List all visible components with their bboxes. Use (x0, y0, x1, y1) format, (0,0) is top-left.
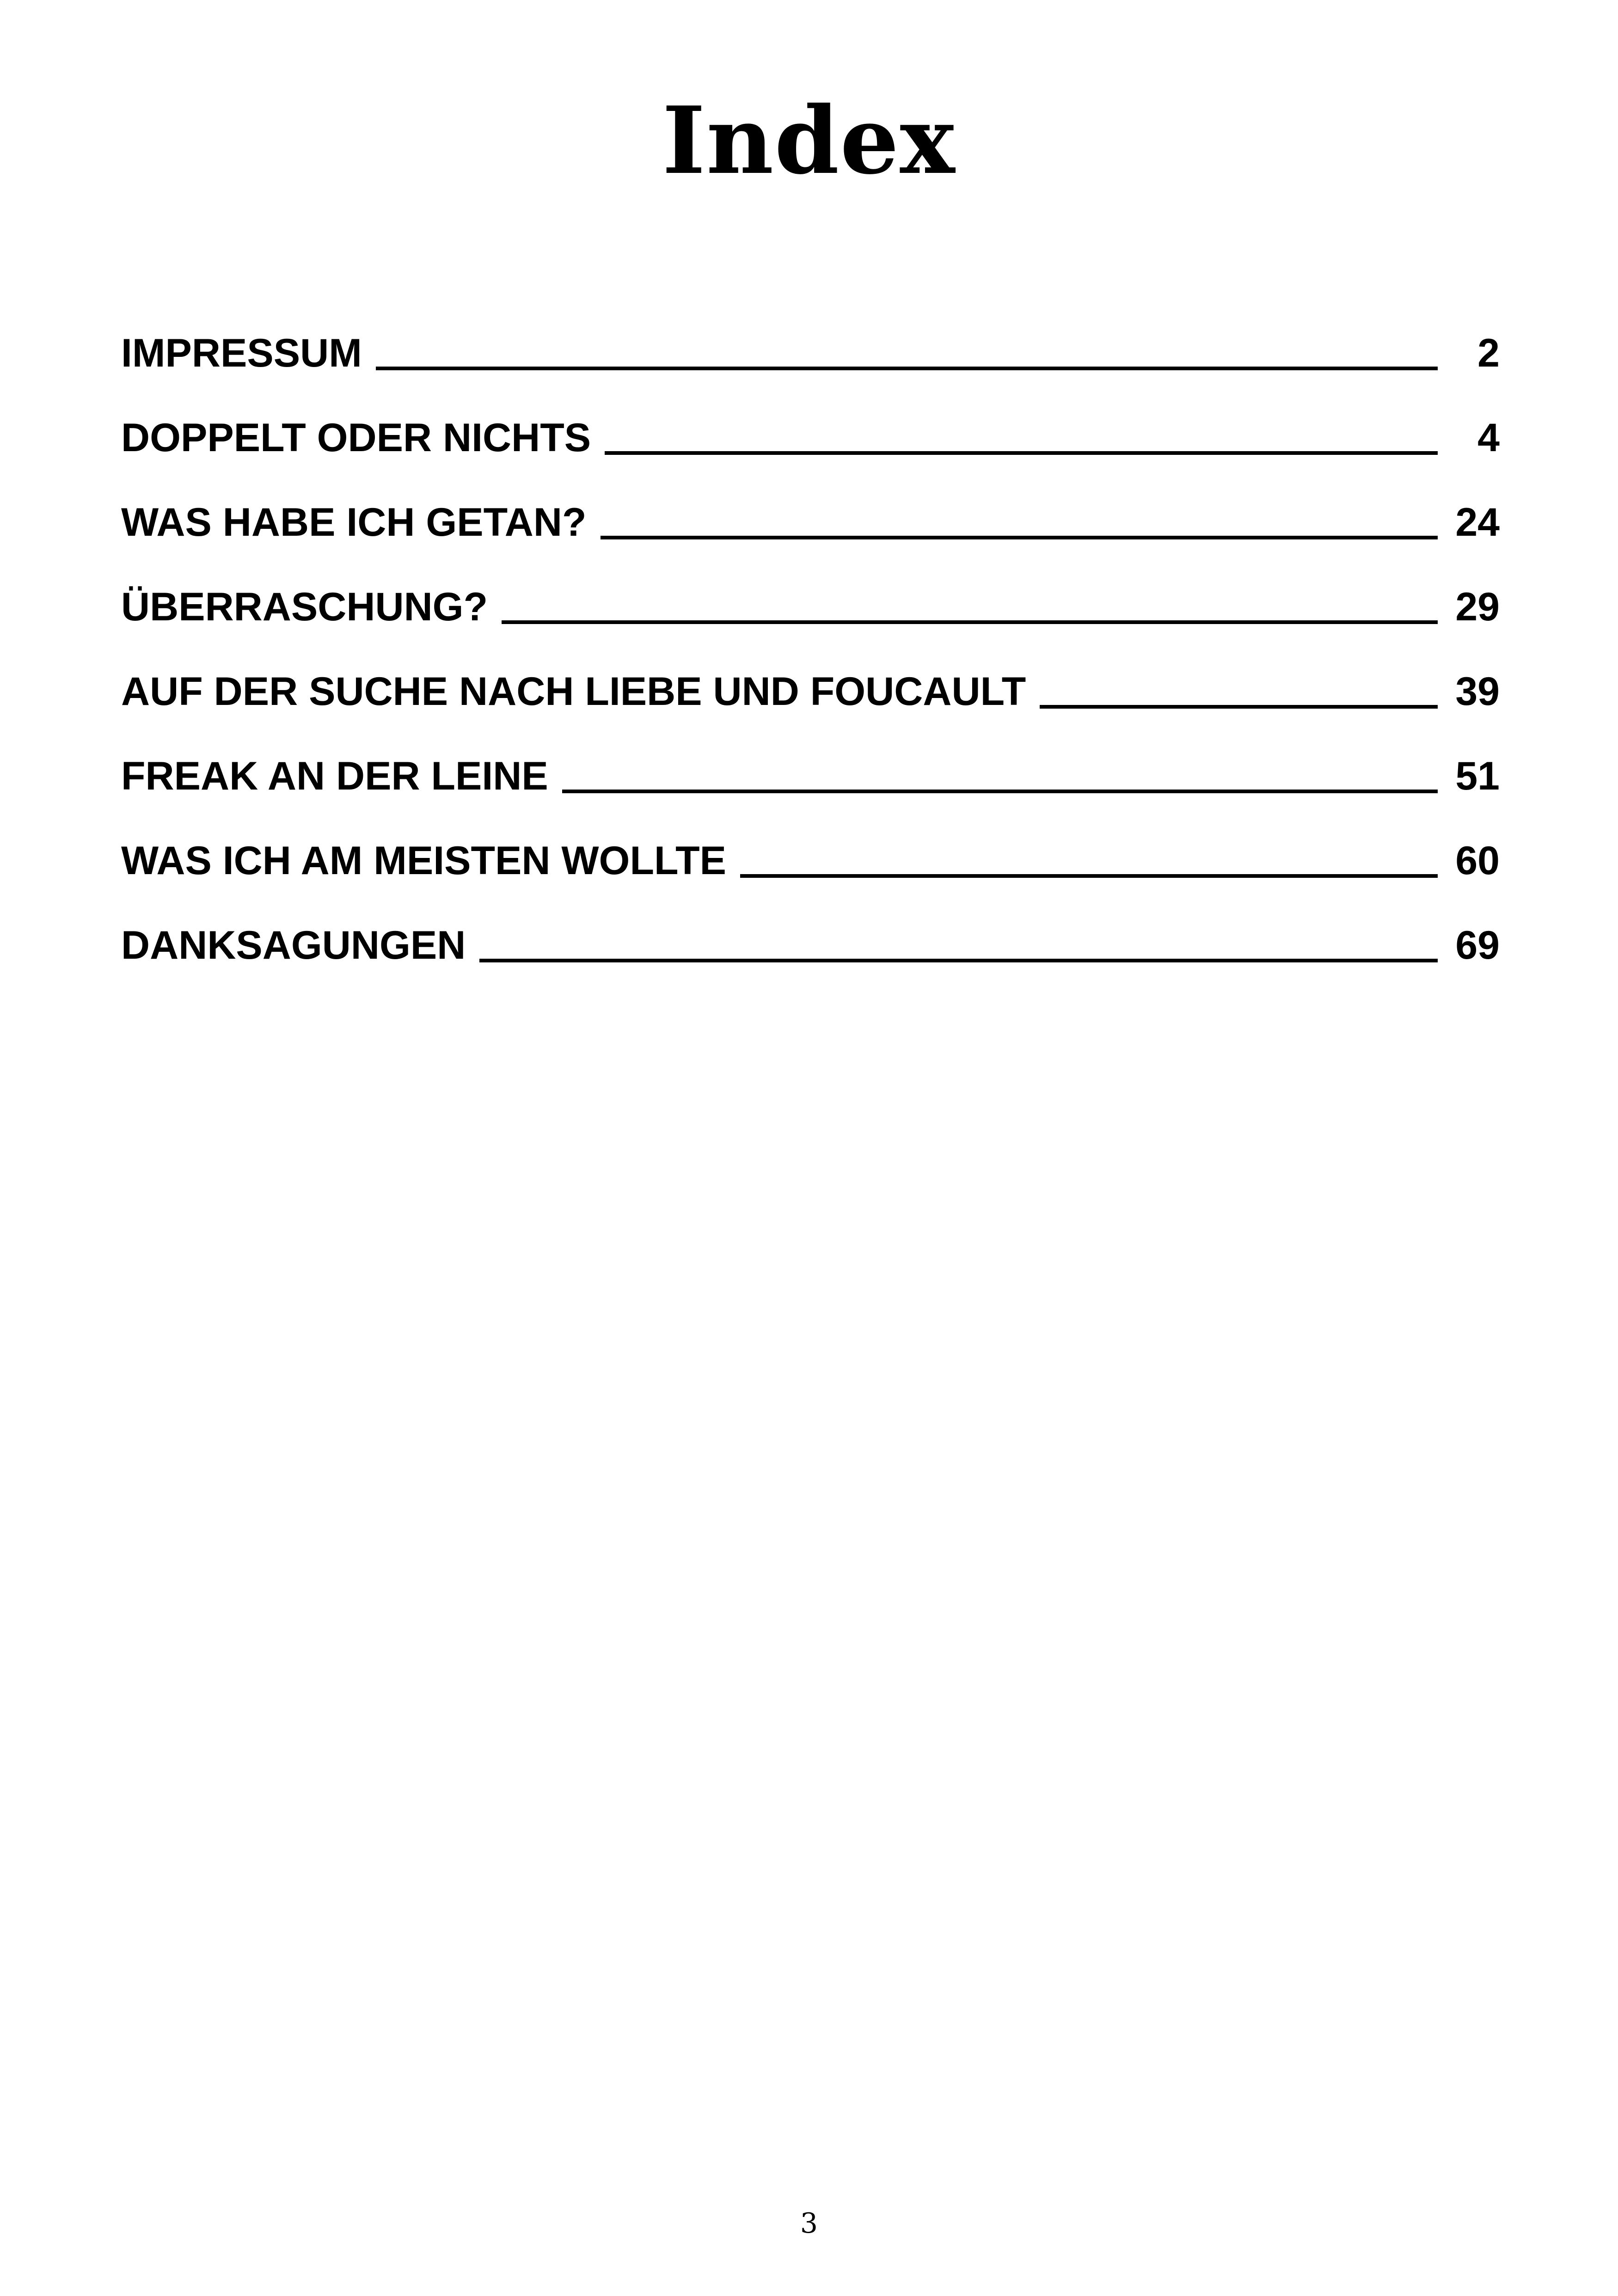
toc-entry-was-habe-ich-getan (121, 500, 1500, 584)
toc-entry-page: 2 (1477, 331, 1500, 375)
toc-entry-label: IMPRESSUM (121, 331, 362, 375)
toc-entry-auf-der-suche (121, 669, 1500, 753)
toc-entry-impressum (121, 331, 1500, 415)
toc-leader-line (502, 620, 1438, 624)
toc-entry-was-ich-am-meisten-wollte (121, 838, 1500, 923)
toc-entry-page: 51 (1455, 754, 1500, 798)
toc-entry-page: 4 (1477, 416, 1500, 460)
toc-entry-danksagungen (121, 923, 1500, 1007)
toc-entry-label: DOPPELT ODER NICHTS (121, 416, 591, 460)
toc-entry-label: ÜBERRASCHUNG? (121, 585, 488, 629)
page-title: Index (662, 86, 956, 195)
toc-entry-label: FREAK AN DER LEINE (121, 754, 548, 798)
toc-leader-line (479, 959, 1438, 962)
toc-entry-label: DANKSAGUNGEN (121, 923, 466, 967)
toc-entry-doppelt-oder-nichts (121, 415, 1500, 500)
toc-leader-line (1040, 705, 1438, 709)
toc-leader-line (376, 367, 1438, 370)
table-of-contents (121, 331, 1500, 1007)
toc-entry-label: WAS HABE ICH GETAN? (121, 500, 587, 545)
page-number: 3 (800, 2207, 818, 2240)
toc-leader-line (601, 536, 1438, 539)
toc-entry-page: 24 (1455, 500, 1500, 545)
toc-leader-line (562, 790, 1438, 793)
toc-leader-line (740, 874, 1438, 878)
toc-entry-page: 69 (1455, 923, 1500, 967)
toc-entry-label: AUF DER SUCHE NACH LIEBE UND FOUCAULT (121, 669, 1026, 714)
toc-entry-label: WAS ICH AM MEISTEN WOLLTE (121, 839, 727, 883)
toc-leader-line (605, 451, 1438, 455)
toc-entry-page: 39 (1455, 669, 1500, 714)
toc-entry-freak-an-der-leine (121, 753, 1500, 838)
toc-entry-ueberraschung (121, 584, 1500, 669)
toc-entry-page: 60 (1455, 839, 1500, 883)
toc-entry-page: 29 (1455, 585, 1500, 629)
